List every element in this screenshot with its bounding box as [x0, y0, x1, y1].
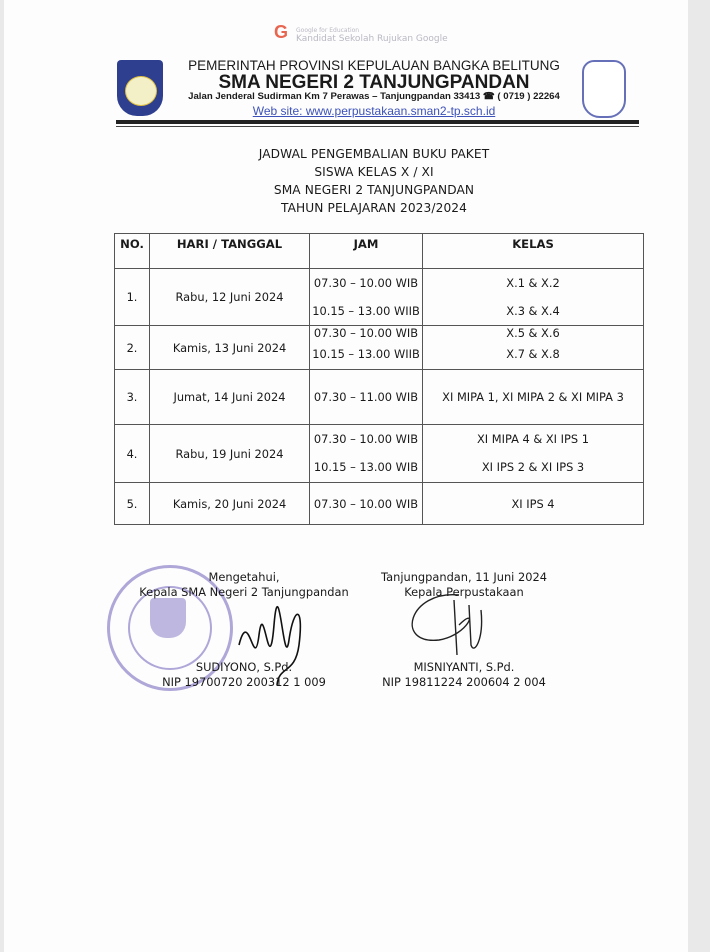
school-name: SMA NEGERI 2 TANJUNGPANDAN	[218, 72, 530, 93]
schedule-table	[114, 233, 644, 525]
table-row: 5. Kamis, 20 Juni 2024 07.30 – 10.00 WIB XI IPS 4	[115, 483, 644, 525]
government-name: PEMERINTAH PROVINSI KEPULAUAN BANGKA BELITUNG	[188, 58, 560, 73]
divider	[116, 126, 639, 127]
google-logo-icon: G	[274, 22, 289, 42]
table-row: 3. Jumat, 14 Juni 2024 07.30 – 11.00 WIB XI MIPA 1, XI MIPA 2 & XI MIPA 3	[115, 370, 644, 425]
signer-right-nip: NIP 19811224 200604 2 004	[382, 675, 546, 689]
signer-left-nip: NIP 19700720 200312 1 009	[162, 675, 326, 689]
doc-school: SMA NEGERI 2 TANJUNGPANDAN	[273, 183, 475, 197]
table-row: 1. Rabu, 12 Juni 2024 07.30 – 10.00 WIB 10.15 – 13.00 WIIB X.1 & X.2 X.3 & X.4	[115, 269, 644, 326]
website-link[interactable]: Web site: www.perpustakaan.sman2-tp.sch.id	[252, 104, 496, 118]
doc-subtitle: SISWA KELAS X / XI	[314, 165, 434, 179]
document-page: G Google for Education Kandidat Sekolah Rujukan Google PEMERINTAH PROVINSI KEPULAUAN BANGKA BELITUNG SMA NEGERI 2 TANJUNGPANDAN Jalan Jenderal Sudirman Km 7 Perawas – Tanjungpandan 33413 ☎ ( 0719 ) 22264 Web site: www.perpustakaan.sman2-tp.sch.id JADWAL PENGEMBALIAN BUKU PAKET SISWA KELAS X / XI SMA NEGERI 2 TANJUNGPANDAN TAHUN PELAJARAN 2023/2024 NO. HARI / TANGGAL JAM KELAS 1. Rabu, 12 Juni 2024 07.30 – 10.00 WIB 10.15 – 13.00 WIIB X.1 & X.2 X.3 & X.4 2. Kamis, 13 Juni 2024 07.30 – 10.00 WIB 10.15 – 13.00 WIIB X.5 & X.6 X.7 & X.8 3. Jumat, 14 Juni 2024 07.30 – 11.00 WIB XI MIPA 1, XI MIPA 2 & XI MIPA 3 4. Rabu, 19 Juni 2024 07.30 – 10.00 WIB 10.15 – 13.00 WIB XI MIPA 4 & XI IPS 1 XI IPS 2 & XI IPS 3 5. Kamis, 20 Juni 2024 07.30 – 10.00 WIB XI IPS 4 Mengetahui, Kepala SMA Negeri 2 Tanjungpandan SUDIYONO, S.Pd. NIP 19700720 200312 1 009 Tanjungpandan, 11 Juni 2024 Kepala Perpustakaan MISNIYANTI, S.Pd. NIP 19811224 200604 2 004	[4, 0, 688, 952]
table-row: 4. Rabu, 19 Juni 2024 07.30 – 10.00 WIB 10.15 – 13.00 WIB XI MIPA 4 & XI IPS 1 XI IPS 2 & XI IPS 3	[115, 425, 644, 483]
signer-left-name: SUDIYONO, S.Pd.	[195, 660, 293, 674]
doc-title: JADWAL PENGEMBALIAN BUKU PAKET	[258, 147, 490, 161]
school-address: Jalan Jenderal Sudirman Km 7 Perawas – Tanjungpandan 33413 ☎ ( 0719 ) 22264	[188, 91, 560, 102]
google-watermark: G Google for Education Kandidat Sekolah Rujukan Google	[274, 22, 448, 44]
signer-right-name: MISNIYANTI, S.Pd.	[413, 660, 515, 674]
table-header: NO. HARI / TANGGAL JAM KELAS	[115, 234, 644, 269]
divider	[116, 120, 639, 124]
table-row: 2. Kamis, 13 Juni 2024 07.30 – 10.00 WIB 10.15 – 13.00 WIIB X.5 & X.6 X.7 & X.8	[115, 326, 644, 370]
doc-year: TAHUN PELAJARAN 2023/2024	[280, 201, 468, 215]
